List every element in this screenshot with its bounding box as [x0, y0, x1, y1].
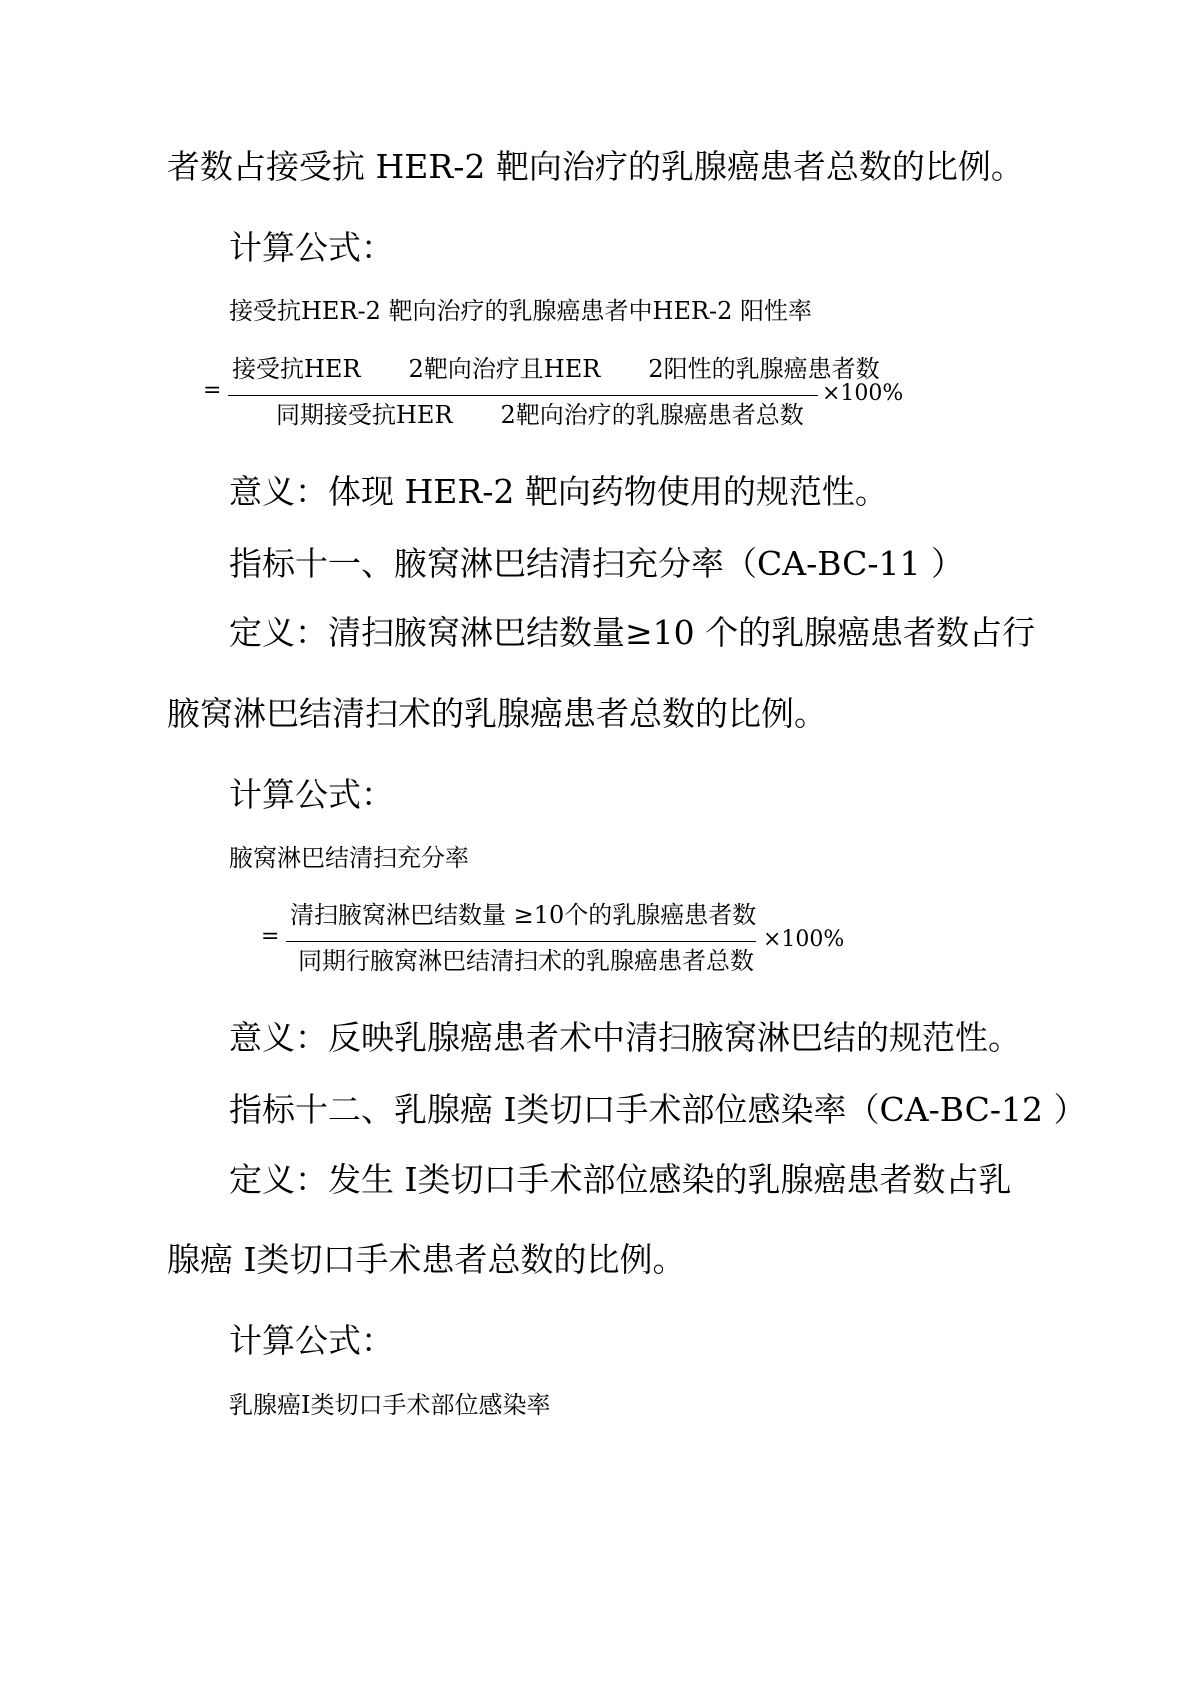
section-heading: 指标十一、腋窝淋巴结清扫充分率（CA-BC-11 ）: [229, 544, 964, 583]
fraction-formula: [200, 352, 904, 442]
paragraph-line: 腋窝淋巴结清扫术的乳腺癌患者总数的比例。: [167, 694, 827, 733]
numerator: 接受抗HER 2靶向治疗且HER 2阳性的乳腺癌患者数: [232, 355, 880, 383]
formula-label: 计算公式：: [229, 1321, 394, 1360]
fraction-bar: [228, 395, 818, 396]
multiplier: ×100%: [763, 927, 845, 952]
equals-sign: =: [203, 378, 222, 403]
paragraph-line: 者数占接受抗 HER-2 靶向治疗的乳腺癌患者总数的比例。: [167, 147, 1024, 186]
equals-sign: =: [261, 924, 280, 949]
paragraph-line: 意义：反映乳腺癌患者术中清扫腋窝淋巴结的规范性。: [229, 1018, 1021, 1057]
fraction-bar: [286, 941, 756, 942]
section-heading: 指标十二、乳腺癌 I类切口手术部位感染率（CA-BC-12 ）: [229, 1090, 1087, 1129]
paragraph-line: 腺癌 I类切口手术患者总数的比例。: [167, 1240, 686, 1279]
denominator: 同期行腋窝淋巴结清扫术的乳腺癌患者总数: [298, 947, 754, 975]
denominator: 同期接受抗HER 2靶向治疗的乳腺癌患者总数: [276, 401, 804, 429]
numerator: 清扫腋窝淋巴结数量 ≥10个的乳腺癌患者数: [290, 901, 757, 929]
multiplier: ×100%: [822, 381, 904, 406]
paragraph-line: 定义：发生 I类切口手术部位感染的乳腺癌患者数占乳: [229, 1160, 1012, 1199]
paragraph-line: 定义：清扫腋窝淋巴结数量≥10 个的乳腺癌患者数占行: [229, 613, 1036, 652]
formula-title: 腋窝淋巴结清扫充分率: [229, 844, 469, 872]
formula-title: 接受抗HER-2 靶向治疗的乳腺癌患者中HER-2 阳性率: [229, 297, 813, 325]
fraction-formula: [258, 898, 878, 988]
formula-title: 乳腺癌I类切口手术部位感染率: [229, 1391, 551, 1419]
formula-label: 计算公式：: [229, 228, 394, 267]
paragraph-line: 意义：体现 HER-2 靶向药物使用的规范性。: [229, 472, 888, 511]
formula-label: 计算公式：: [229, 775, 394, 814]
